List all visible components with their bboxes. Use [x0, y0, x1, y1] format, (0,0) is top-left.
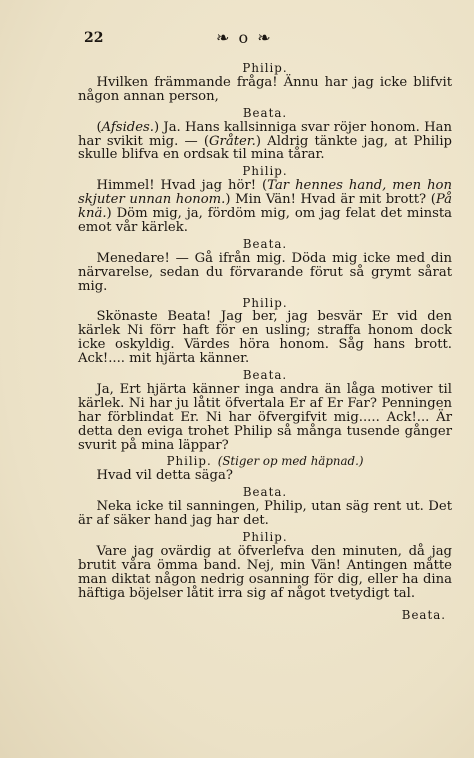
speech-segment: ) Ja. Hans kallsinniga svar röjer honom. Han har svikit mig. — ( — [78, 119, 452, 149]
speaker-name: Philip. — [242, 164, 288, 179]
speech-text — [78, 121, 452, 163]
speech-segment: Menedare! — Gå ifrån mig. Döda mig icke med din närvarelse, sedan du förvarande förut så grymt sårat mig. — [78, 250, 452, 294]
speech-segment: Vare jag ovärdig at öfverlefva den minuten, då jag brutit våra ömma band. Nej, min Vän! Antingen måtte man diktat någon nedrig osanning för dig, eller ha dina häftiga böjelser låtit irra sig af något tvetydigt tal. — [78, 543, 452, 601]
header-ornament: ❧ o ❧ — [216, 28, 273, 47]
speech-segment: ( — [96, 119, 102, 135]
speech-text — [78, 179, 452, 235]
speaker-heading — [78, 107, 452, 121]
speech-text — [78, 383, 452, 453]
speaker-name: Philip. — [166, 454, 212, 469]
speaker-name: Philip. — [242, 61, 288, 75]
stage-direction: På knä. — [78, 192, 452, 222]
speech-segment: Hvad vil detta säga? — [96, 468, 233, 484]
speech-text — [78, 469, 452, 483]
speech-segment: Hvilken främmande fråga! Ännu har jag icke blifvit någon annan person, — [78, 74, 452, 104]
page-number: 22 — [84, 30, 104, 46]
stage-direction: Afsides. — [101, 119, 154, 135]
speech-text — [78, 310, 452, 366]
speech-segment: Neka icke til sanningen, Philip, utan säg rent ut. Det är af säker hand jag har det. — [78, 499, 452, 529]
speaker-heading — [78, 165, 452, 179]
speech-text — [78, 500, 452, 528]
speaker-heading — [78, 369, 452, 383]
speech-segment: ) Döm mig, ja, fördöm mig, om jag felat det minsta emot vår kärlek. — [78, 206, 452, 235]
speaker-name: Beata. — [242, 105, 288, 120]
speaker-name: Beata. — [242, 236, 288, 251]
speaker-heading — [78, 486, 452, 500]
speaker-heading — [78, 297, 452, 311]
speaker-name: Philip. — [242, 295, 288, 310]
speaker-heading — [78, 62, 452, 76]
speaker-heading — [78, 531, 452, 545]
speech-segment: Himmel! Hvad jag hör! ( — [96, 178, 268, 194]
stage-direction: (Stiger op med häpnad.) — [217, 454, 364, 469]
stage-direction: Gråter. — [209, 133, 256, 149]
speech-text — [78, 76, 452, 104]
dialogue-text — [78, 62, 452, 622]
speaker-name: Beata. — [242, 485, 288, 500]
speech-text — [78, 252, 452, 294]
catchword: Beata. — [401, 607, 446, 622]
speech-text — [78, 545, 452, 601]
speaker-name: Beata. — [242, 368, 288, 383]
speech-segment: Skönaste Beata! Jag ber, jag besvär Er vid den kärlek Ni förr haft för en usling; straffa honom dock icke oskyldig. Värdes höra honom. Såg hans brott. Ack!.... mit hjärta känner. — [78, 309, 452, 367]
speaker-heading — [78, 455, 452, 469]
speech-segment: ) Aldrig tänkte jag, at Philip skulle blifva en ordsak til mina tårar. — [78, 133, 452, 163]
stage-direction: Tar hennes hand, men hon skjuter unnan honom. — [78, 178, 452, 208]
speaker-name: Philip. — [242, 530, 288, 544]
speech-segment: Ja, Ert hjärta känner inga andra än låga motiver til kärlek. Ni har ju låtit öfvertala Er af Er Far? Penningen har förblindat Er. Ni har öfvergifvit mig..... Ack!... Är detta den eviga trohet Philip så många tusende gånger svurit på mina läppar? — [78, 381, 452, 453]
page-header — [84, 30, 454, 54]
speaker-heading — [78, 238, 452, 252]
speech-segment: ) Min Vän! Hvad är mit brott? ( — [225, 192, 436, 208]
